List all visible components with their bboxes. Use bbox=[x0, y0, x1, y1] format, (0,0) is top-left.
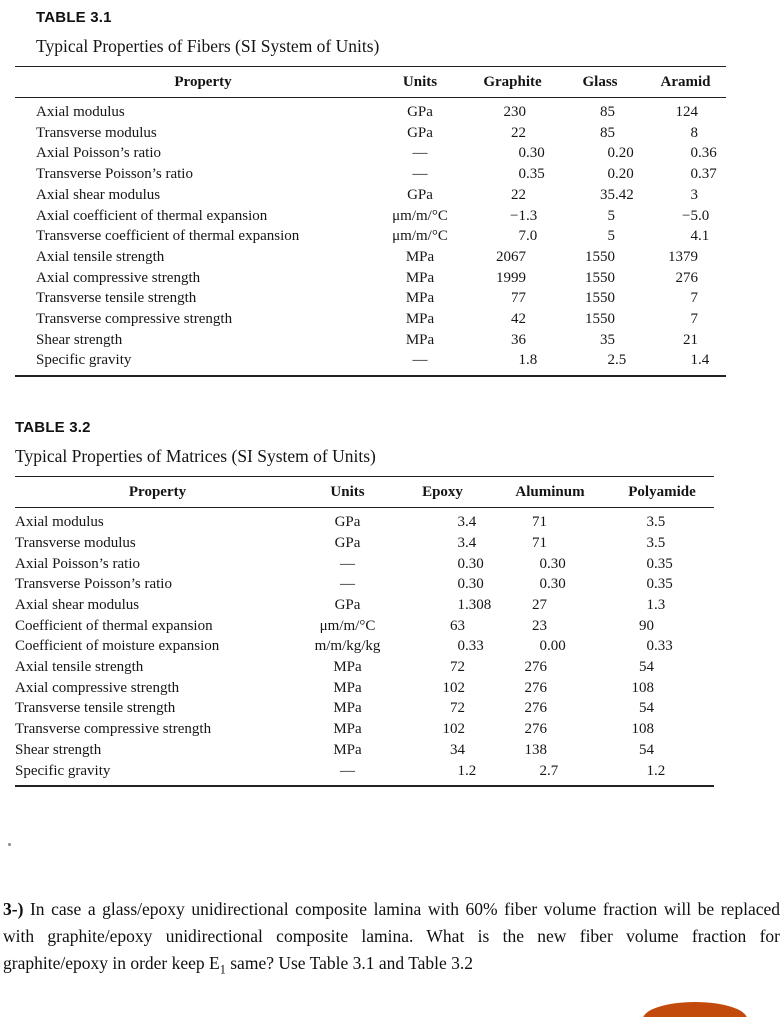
value-cell: 276 bbox=[524, 679, 547, 696]
value-cell: 3.4 bbox=[457, 534, 477, 551]
table-3-1-title: Typical Properties of Fibers (SI System of Units) bbox=[36, 36, 380, 56]
property-cell: Axial modulus bbox=[36, 104, 125, 120]
property-cell: Axial compressive strength bbox=[36, 269, 201, 286]
table-row bbox=[15, 574, 714, 595]
units-cell: GPa bbox=[334, 596, 361, 613]
table-row bbox=[15, 164, 726, 185]
units-cell: m/m/kg/kg bbox=[314, 638, 381, 655]
value-cell: 1.4 bbox=[690, 352, 710, 369]
property-cell: Transverse tensile strength bbox=[36, 290, 197, 307]
value-cell: 71 bbox=[532, 514, 547, 531]
value-cell: 21 bbox=[683, 331, 698, 348]
value-cell: 0.30 bbox=[539, 555, 566, 572]
value-cell: 3.5 bbox=[646, 514, 666, 531]
property-cell: Axial coefficient of thermal expansion bbox=[36, 207, 268, 224]
value-cell: 85 bbox=[600, 104, 615, 120]
value-cell: 0.30 bbox=[539, 576, 566, 593]
highlight-ellipse bbox=[643, 1002, 747, 1017]
units-cell: MPa bbox=[333, 721, 362, 738]
column-header: Aramid bbox=[645, 67, 726, 98]
units-cell: MPa bbox=[405, 311, 435, 328]
value-cell: 1550 bbox=[585, 290, 615, 307]
units-cell: MPa bbox=[405, 248, 435, 265]
value-cell: 138 bbox=[524, 741, 547, 758]
value-cell: 0.33 bbox=[457, 638, 484, 655]
value-cell: 77 bbox=[511, 290, 526, 307]
table-row bbox=[15, 309, 726, 330]
value-cell: 2067 bbox=[496, 248, 526, 265]
table-3-1-block bbox=[15, 9, 782, 377]
value-cell: 0.35 bbox=[518, 166, 545, 183]
table-row bbox=[15, 698, 714, 719]
units-cell: MPa bbox=[333, 679, 362, 696]
column-header: Graphite bbox=[470, 67, 555, 98]
units-cell: μm/m/°C bbox=[392, 228, 448, 245]
fibers-properties-table bbox=[15, 66, 726, 377]
question-part1: In case a glass/epoxy unidirectional composite lamina with 60% fiber volume fraction will be replaced with graphite/epoxy unidirectional composite lamina. What is the new fiber volume fraction for graphite/epoxy in order keep bbox=[3, 899, 780, 973]
units-cell: MPa bbox=[333, 741, 362, 758]
value-cell: 8 bbox=[690, 124, 698, 141]
property-cell: Transverse modulus bbox=[15, 534, 136, 551]
value-cell: 2.7 bbox=[539, 762, 559, 779]
table-row bbox=[15, 636, 714, 657]
column-header: Aluminum bbox=[490, 477, 610, 508]
table-row bbox=[15, 616, 714, 637]
value-cell: 0.20 bbox=[607, 145, 634, 162]
table-row bbox=[15, 143, 726, 164]
value-cell: 72 bbox=[450, 700, 465, 717]
property-cell: Transverse tensile strength bbox=[15, 700, 176, 717]
table-row bbox=[15, 330, 726, 351]
value-cell: 54 bbox=[639, 659, 654, 676]
value-cell: 5 bbox=[607, 207, 615, 224]
column-header: Property bbox=[15, 67, 370, 98]
table-row bbox=[15, 719, 714, 740]
value-cell: 3.4 bbox=[457, 514, 477, 531]
value-cell: −1.3 bbox=[510, 207, 538, 224]
table-row bbox=[15, 288, 726, 309]
units-cell: — bbox=[340, 555, 355, 572]
value-cell: 108 bbox=[631, 679, 654, 696]
property-cell: Transverse modulus bbox=[36, 124, 157, 141]
value-cell: 2.5 bbox=[607, 352, 627, 369]
value-cell: 34 bbox=[450, 741, 465, 758]
value-cell: 0.00 bbox=[539, 638, 566, 655]
value-cell: 0.20 bbox=[607, 166, 634, 183]
table-3-2-label: TABLE 3.2 bbox=[15, 419, 91, 437]
value-cell: 90 bbox=[639, 617, 654, 634]
value-cell: 85 bbox=[600, 124, 615, 141]
value-cell: 3 bbox=[690, 186, 698, 203]
units-cell: — bbox=[412, 145, 428, 162]
value-cell: 1.2 bbox=[646, 762, 666, 779]
value-cell: 102 bbox=[442, 679, 465, 696]
value-cell: 276 bbox=[524, 700, 547, 717]
value-cell: 1550 bbox=[585, 311, 615, 328]
property-cell: Coefficient of thermal expansion bbox=[15, 617, 213, 634]
table-3-1-label: TABLE 3.1 bbox=[36, 9, 112, 26]
table-row bbox=[15, 533, 714, 554]
value-cell: 108 bbox=[631, 721, 654, 738]
units-cell: MPa bbox=[333, 659, 362, 676]
property-cell: Transverse coefficient of thermal expansion bbox=[36, 228, 300, 245]
table-3-2-title: Typical Properties of Matrices (SI System of Units) bbox=[15, 446, 376, 467]
table-row bbox=[15, 268, 726, 289]
value-cell: 0.35 bbox=[646, 555, 673, 572]
table-row bbox=[15, 247, 726, 268]
value-cell: 0.30 bbox=[457, 555, 484, 572]
value-cell: 1.8 bbox=[518, 352, 538, 369]
value-cell: 23 bbox=[532, 617, 547, 634]
units-cell: GPa bbox=[407, 186, 433, 203]
property-cell: Shear strength bbox=[15, 741, 102, 758]
units-cell: MPa bbox=[405, 290, 435, 307]
table-row bbox=[15, 740, 714, 761]
value-cell: 0.37 bbox=[690, 166, 717, 183]
question-number: 3-) bbox=[3, 899, 24, 919]
value-cell: 1.308 bbox=[457, 596, 492, 613]
units-cell: — bbox=[412, 352, 428, 369]
value-cell: 0.30 bbox=[518, 145, 545, 162]
property-cell: Transverse compressive strength bbox=[15, 721, 212, 738]
units-cell: GPa bbox=[407, 104, 433, 120]
header-row bbox=[15, 67, 726, 98]
value-cell: 7.0 bbox=[518, 228, 538, 245]
value-cell: 35 bbox=[600, 331, 615, 348]
value-cell: 0.36 bbox=[690, 145, 717, 162]
header-row bbox=[15, 477, 714, 508]
units-cell: MPa bbox=[405, 269, 435, 286]
value-cell: 27 bbox=[532, 596, 547, 613]
property-cell: Axial modulus bbox=[15, 514, 104, 531]
value-cell: 4.1 bbox=[690, 228, 710, 245]
value-cell: 5 bbox=[607, 228, 615, 245]
value-cell: 230 bbox=[503, 104, 526, 120]
value-cell: 124 bbox=[675, 104, 698, 120]
units-cell: GPa bbox=[407, 124, 433, 141]
property-cell: Shear strength bbox=[36, 331, 123, 348]
units-cell: — bbox=[412, 166, 428, 183]
value-cell: 1999 bbox=[496, 269, 526, 286]
table-row bbox=[15, 123, 726, 144]
value-cell: 276 bbox=[675, 269, 698, 286]
property-cell: Transverse Poisson’s ratio bbox=[15, 576, 172, 593]
units-cell: — bbox=[340, 576, 355, 593]
question-text bbox=[0, 896, 782, 977]
table-row bbox=[15, 206, 726, 227]
value-cell: 1550 bbox=[585, 248, 615, 265]
value-cell: 72 bbox=[450, 659, 465, 676]
stray-mark bbox=[8, 843, 11, 846]
units-cell: GPa bbox=[334, 514, 361, 531]
value-cell: 36 bbox=[511, 331, 526, 348]
property-cell: Axial shear modulus bbox=[15, 596, 140, 613]
table-row bbox=[15, 185, 726, 206]
table-row bbox=[15, 508, 714, 533]
value-cell: 1.3 bbox=[646, 596, 666, 613]
column-header: Epoxy bbox=[395, 477, 490, 508]
value-cell: 0.30 bbox=[457, 576, 484, 593]
value-cell: 0.35 bbox=[646, 576, 673, 593]
table-row bbox=[15, 657, 714, 678]
value-cell: 276 bbox=[524, 721, 547, 738]
matrices-properties-table bbox=[15, 476, 714, 787]
property-cell: Specific gravity bbox=[36, 352, 132, 369]
property-cell: Axial tensile strength bbox=[15, 659, 144, 676]
property-cell: Transverse compressive strength bbox=[36, 311, 233, 328]
value-cell: 1379 bbox=[668, 248, 698, 265]
units-cell: MPa bbox=[405, 331, 435, 348]
table-row bbox=[15, 678, 714, 699]
column-header: Units bbox=[370, 67, 470, 98]
value-cell: 22 bbox=[511, 186, 526, 203]
column-header: Glass bbox=[555, 67, 645, 98]
property-cell: Transverse Poisson’s ratio bbox=[36, 166, 193, 183]
table-row bbox=[15, 98, 726, 123]
value-cell: 7 bbox=[690, 311, 698, 328]
e1-symbol: $E_1$ bbox=[209, 953, 226, 977]
question-part2: same? Use Table 3.1 and Table 3.2 bbox=[225, 953, 474, 973]
table-row bbox=[15, 595, 714, 616]
value-cell: 35.42 bbox=[600, 186, 634, 203]
value-cell: 54 bbox=[639, 700, 654, 717]
table-body bbox=[15, 98, 726, 377]
units-cell: μm/m/°C bbox=[392, 207, 448, 224]
value-cell: 1550 bbox=[585, 269, 615, 286]
value-cell: −5.0 bbox=[682, 207, 710, 224]
units-cell: GPa bbox=[334, 534, 361, 551]
column-header: Polyamide bbox=[610, 477, 714, 508]
property-cell: Axial shear modulus bbox=[36, 186, 161, 203]
value-cell: 1.2 bbox=[457, 762, 477, 779]
value-cell: 54 bbox=[639, 741, 654, 758]
units-cell: MPa bbox=[333, 700, 362, 717]
table-row bbox=[15, 761, 714, 787]
property-cell: Axial Poisson’s ratio bbox=[36, 145, 162, 162]
value-cell: 22 bbox=[511, 124, 526, 141]
value-cell: 276 bbox=[524, 659, 547, 676]
property-cell: Specific gravity bbox=[15, 762, 111, 779]
table-body bbox=[15, 508, 714, 787]
units-cell: μm/m/°C bbox=[319, 617, 376, 634]
value-cell: 63 bbox=[450, 617, 465, 634]
units-cell: — bbox=[340, 762, 355, 779]
column-header: Units bbox=[300, 477, 395, 508]
value-cell: 7 bbox=[690, 290, 698, 307]
value-cell: 102 bbox=[442, 721, 465, 738]
property-cell: Axial tensile strength bbox=[36, 248, 165, 265]
column-header: Property bbox=[15, 477, 300, 508]
table-row bbox=[15, 554, 714, 575]
value-cell: 71 bbox=[532, 534, 547, 551]
table-row bbox=[15, 226, 726, 247]
value-cell: 3.5 bbox=[646, 534, 666, 551]
property-cell: Axial Poisson’s ratio bbox=[15, 555, 141, 572]
property-cell: Coefficient of moisture expansion bbox=[15, 638, 220, 655]
value-cell: 0.33 bbox=[646, 638, 673, 655]
table-3-2-block bbox=[15, 419, 782, 787]
table-row bbox=[15, 350, 726, 376]
value-cell: 42 bbox=[511, 311, 526, 328]
property-cell: Axial compressive strength bbox=[15, 679, 180, 696]
